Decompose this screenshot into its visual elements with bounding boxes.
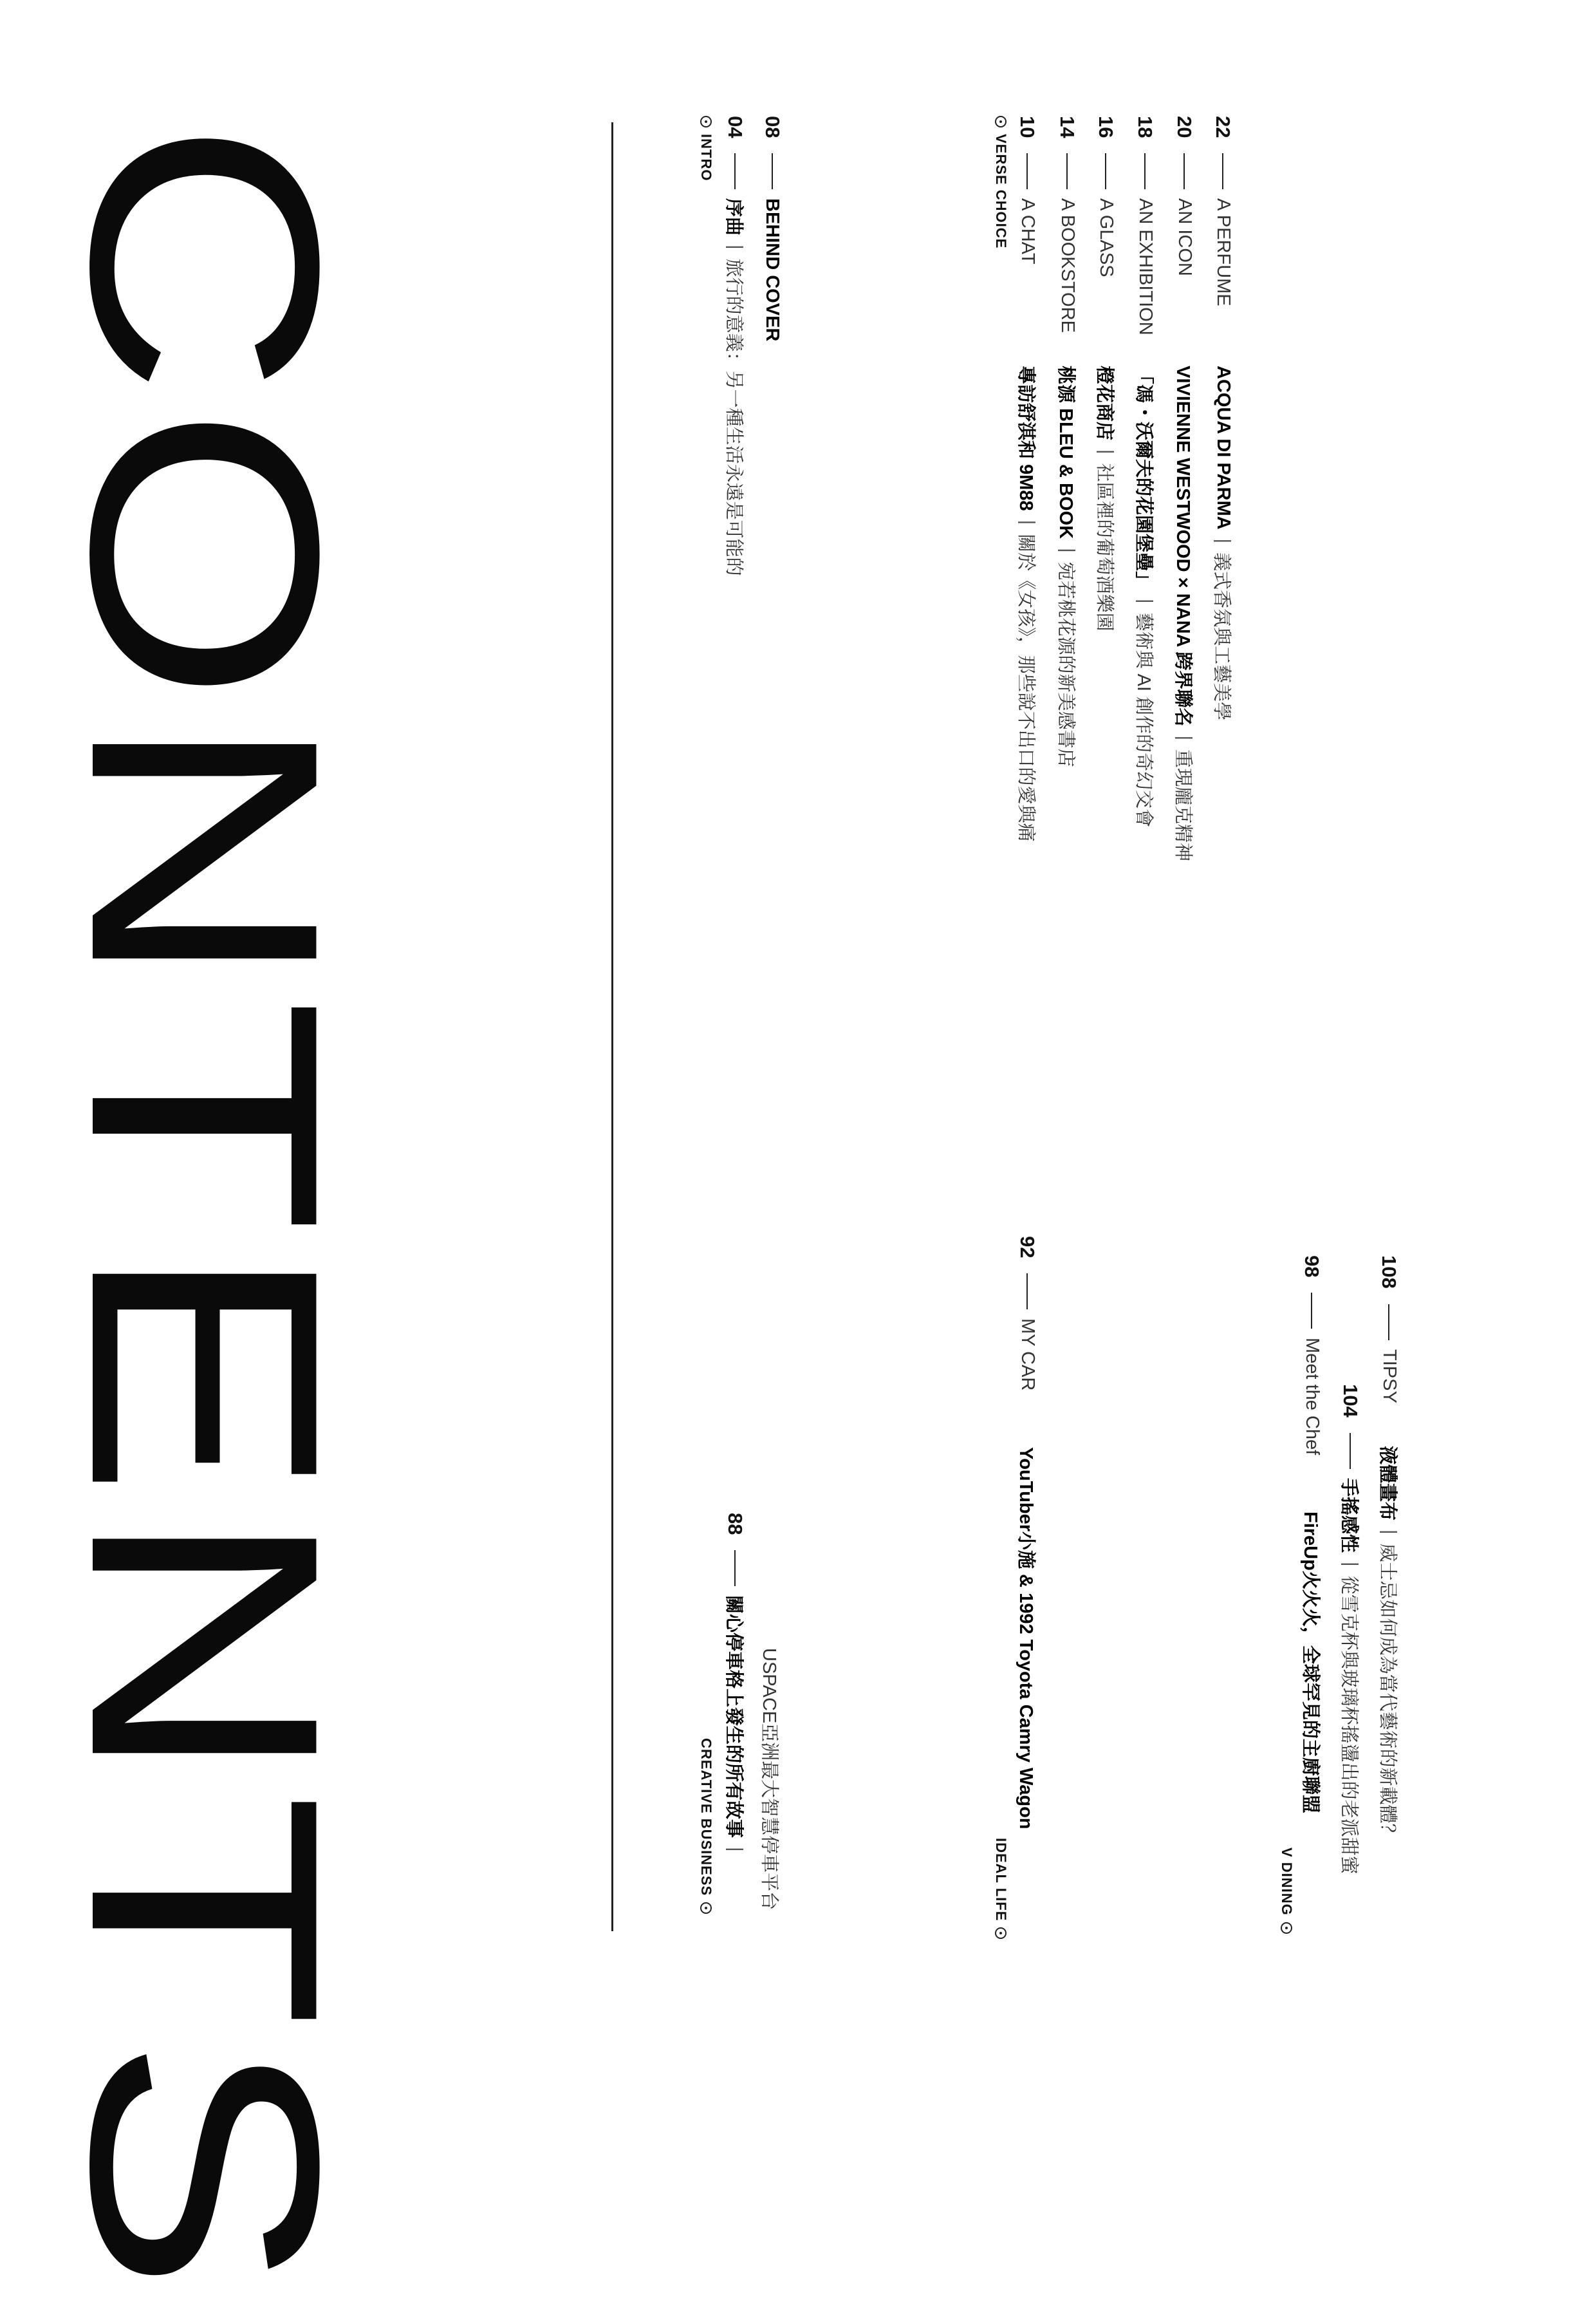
dash-line — [1184, 153, 1185, 189]
target-icon — [1281, 1922, 1292, 1934]
separator: | — [1135, 599, 1156, 604]
section-label: V DINING — [1279, 1848, 1295, 1916]
toc-entry[interactable] — [1210, 116, 1236, 720]
separator: | — [1017, 519, 1038, 525]
entry-description: 旅行的意義：另一種生活永遠是可能的 — [723, 258, 744, 576]
toc-entry[interactable] — [1093, 116, 1119, 632]
page-number: 98 — [1301, 1255, 1324, 1278]
dash-line — [772, 153, 773, 189]
separator: | — [1213, 538, 1234, 544]
entry-headline: 液體畫布 — [1377, 1446, 1398, 1521]
toc-entry[interactable] — [1376, 1255, 1402, 1842]
page-number: 04 — [724, 116, 747, 138]
entry-description: 關於《女孩》，那些說不出口的愛與痛 — [1016, 534, 1036, 842]
entry-category: Meet the Chef — [1302, 1338, 1322, 1455]
entry-category: AN ICON — [1174, 198, 1195, 276]
target-icon — [700, 116, 712, 127]
toc-entry[interactable] — [1299, 1255, 1325, 1813]
section-label: VERSE CHOICE — [993, 134, 1009, 249]
entry-description: 義式香氛與工藝美學 — [1211, 552, 1232, 721]
entry-category: A PERFUME — [1213, 198, 1234, 306]
dash-line — [1223, 153, 1224, 189]
section-verse-header — [992, 116, 1009, 248]
dash-line — [735, 1550, 736, 1586]
entry-subtitle: USPACE亞洲最大智慧停車平台 — [759, 1648, 779, 1911]
entry-headline: 序曲 — [723, 198, 744, 236]
entry-category: MY CAR — [1017, 1318, 1038, 1391]
toc-entry[interactable] — [1171, 116, 1198, 861]
target-icon — [995, 1927, 1007, 1939]
entry-headline: 專訪舒淇和 9M88 — [1016, 366, 1036, 511]
contents-title: CONTENTS — [23, 119, 386, 2302]
entry-headline: FireUp火火火，全球罕見的主廚聯盟 — [1300, 1511, 1321, 1813]
separator: | — [725, 1847, 746, 1852]
entry-headline: YouTuber小施 & 1992 Toyota Camry Wagon — [1016, 1447, 1036, 1829]
page-number: 88 — [724, 1513, 747, 1535]
section-dining-header — [1278, 1848, 1295, 1934]
page-number: 22 — [1212, 116, 1235, 138]
toc-entry[interactable] — [761, 116, 784, 341]
entry-headline: 手搖感性 — [1339, 1478, 1359, 1553]
page-number: 16 — [1095, 116, 1118, 138]
toc-entry[interactable] — [1337, 1384, 1364, 1875]
separator: | — [1096, 449, 1117, 454]
entry-headline: BEHIND COVER — [762, 198, 783, 342]
entry-headline: VIVIENNE WESTWOOD × NANA 跨界聯名 — [1173, 366, 1193, 727]
divider-line — [611, 122, 613, 1931]
target-icon — [700, 1902, 712, 1914]
page-number: 92 — [1016, 1236, 1039, 1259]
dash-line — [1106, 153, 1107, 189]
entry-description: 威士忌如何成為當代藝術的新載體？ — [1377, 1543, 1398, 1842]
section-creative-header — [698, 1738, 714, 1914]
section-label: INTRO — [698, 134, 714, 182]
separator: | — [725, 245, 746, 250]
toc-entry[interactable] — [1014, 116, 1041, 842]
toc-entry[interactable] — [1132, 116, 1158, 827]
separator: | — [1057, 548, 1078, 553]
separator: | — [1341, 1562, 1361, 1567]
page-number: 10 — [1016, 116, 1039, 138]
section-intro-header — [698, 116, 714, 181]
section-ideal-header — [992, 1838, 1009, 1939]
dash-line — [1027, 153, 1028, 189]
page-number: 08 — [761, 116, 784, 138]
entry-headline: 橙花商店 — [1094, 366, 1115, 441]
entry-category: TIPSY — [1379, 1349, 1400, 1403]
dash-line — [1145, 153, 1146, 189]
separator: | — [1379, 1530, 1400, 1535]
entry-description: 社區裡的葡萄酒樂園 — [1094, 463, 1115, 632]
target-icon — [995, 116, 1007, 127]
page-number: 20 — [1173, 116, 1196, 138]
dash-line — [1350, 1433, 1351, 1469]
toc-entry[interactable] — [1054, 116, 1081, 767]
entry-headline: 「馮・沃爾夫的花園堡壘」 — [1133, 366, 1154, 590]
dash-line — [735, 153, 736, 189]
entry-category: AN EXHIBITION — [1135, 198, 1156, 335]
entry-headline: ACQUA DI PARMA — [1213, 366, 1234, 530]
entry-category: A GLASS — [1096, 198, 1117, 277]
entry-description: 藝術與 AI 創作的奇幻交會 — [1133, 612, 1154, 828]
entry-description: 重現龐克精神 — [1173, 749, 1193, 861]
page-number: 18 — [1134, 116, 1157, 138]
toc-entry[interactable] — [1014, 1236, 1041, 1829]
entry-description: 宛若桃花源的新美感書店 — [1055, 561, 1076, 767]
entry-category: A CHAT — [1017, 198, 1038, 265]
toc-entry[interactable] — [722, 116, 748, 576]
page-number: 108 — [1378, 1255, 1401, 1289]
dash-line — [1027, 1273, 1028, 1309]
dash-line — [1067, 153, 1068, 189]
page-number: 14 — [1056, 116, 1079, 138]
section-label: IDEAL LIFE — [993, 1838, 1009, 1922]
dash-line — [1389, 1304, 1390, 1340]
entry-headline: 關心停車格上發生的所有故事 — [723, 1595, 744, 1839]
section-label: CREATIVE BUSINESS — [698, 1738, 714, 1896]
entry-headline: 桃源 BLEU & BOOK — [1055, 366, 1076, 539]
dash-line — [1312, 1293, 1313, 1329]
entry-category: A BOOKSTORE — [1057, 198, 1078, 333]
toc-entry[interactable] — [722, 1513, 748, 1861]
page-number: 104 — [1339, 1384, 1362, 1418]
separator: | — [1174, 735, 1195, 740]
entry-description: 從雪克杯與玻璃杯搖盪出的老派甜蜜 — [1339, 1575, 1359, 1875]
